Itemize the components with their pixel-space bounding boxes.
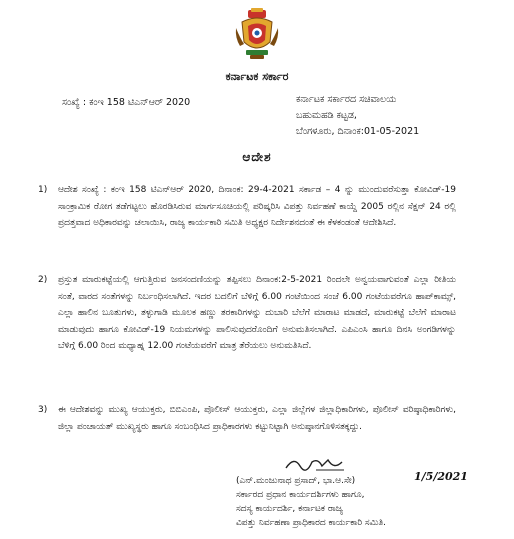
signatory-details xyxy=(236,474,386,530)
signature-date: 1/5/2021 xyxy=(414,470,468,483)
paragraph-2 xyxy=(38,272,456,355)
paragraph-text: ಈ ಆದೇಶವನ್ನು ಮುಖ್ಯ ಆಯುಕ್ತರು, ಬಿಬಿಎಂಪಿ, ಪೊಲೀಸ್ ಆಯುಕ್ತರು, ಎಲ್ಲಾ ಜಿಲ್ಲೆಗಳ ಜಿಲ್ಲಾಧಿಕಾರಿಗಳು, ಪೊಲೀಸ್ ವರಿಷ್ಠಾಧಿಕಾರಿಗಳು, ಜಿಲ್ಲಾ ಪಂಚಾಯತ್ ಮುಖ್ಯಸ್ಥರು ಹಾಗೂ ಸಂಬಂಧಿಸಿದ ಪ್ರಾಧಿಕಾರಗಳು ಕಟ್ಟುನಿಟ್ಟಾಗಿ ಅನುಷ್ಠಾನಗೊಳಿಸತಕ್ಕದ್ದು. xyxy=(58,405,456,432)
government-name: ಕರ್ನಾಟಕ ಸರ್ಕಾರ xyxy=(225,70,289,83)
signatory-designation-2: ಸದಸ್ಯ ಕಾರ್ಯದರ್ಶಿ, ಕರ್ನಾಟಕ ರಾಜ್ಯ xyxy=(236,504,344,514)
office-name: ಕರ್ನಾಟಕ ಸರ್ಕಾರದ ಸಚಿವಾಲಯ xyxy=(296,94,397,105)
paragraph-text: ಪ್ರಸ್ತುತ ಮಾರುಕಟ್ಟೆಯಲ್ಲಿ ಆಗುತ್ತಿರುವ ಜನಸಂದಣಿಯನ್ನು ತಪ್ಪಿಸಲು ದಿನಾಂಕ:2-5-2021 ರಿಂದಲೇ ಅನ್ವಯವಾಗುವಂತೆ ಎಲ್ಲಾ ರೀತಿಯ ಸಂತೆ, ವಾರದ ಸಂತೆಗಳನ್ನು ನಿರ್ಬಂಧಿಸಲಾಗಿದೆ. ಇದರ ಬದಲಿಗೆ ಬೆಳಿಗ್ಗೆ 6.00 ಗಂಟೆಯಿಂದ ಸಂಜೆ 6.00 ಗಂಟೆಯವರೆಗೂ ಹಾಪ್‌ಕಾಮ್ಸ್, ಎಲ್ಲಾ ಹಾಲಿನ ಬೂತುಗಳು, ತಳ್ಳುಗಾಡಿ ಮೂಲಕ ಹಣ್ಣು ತರಕಾರಿಗಳನ್ನು ದುಬಾರಿ ಬೆಲೆಗೆ ಮಾರಾಟ ಮಾಡದೆ, ಮಾರುಕಟ್ಟೆ ಬೆಲೆಗೆ ಮಾರಾಟ ಮಾಡುವುದು ಹಾಗೂ ಕೋವಿಡ್-19 ನಿಯಮಗಳನ್ನು ಪಾಲಿಸುವುದರೊಂದಿಗೆ ಅನುಮತಿಸಲಾಗಿದೆ. ಎಪಿಎಂಸಿ ಹಾಗೂ ದಿನಸಿ ಅಂಗಡಿಗಳನ್ನು ಬೆಳಿಗ್ಗೆ 6.00 ರಿಂದ ಮಧ್ಯಾಹ್ನ 12.00 ಗಂಟೆಯವರೆಗೆ ಮಾತ್ರ ತೆರೆಯಲು ಅನುಮತಿಸಿದೆ. xyxy=(58,275,456,351)
paragraph-number: 1) xyxy=(38,185,48,195)
signatory-name: (ಎನ್.ಮಂಜುನಾಥ ಪ್ರಸಾದ್, ಭಾ.ಆ.ಸೇ) xyxy=(236,476,356,486)
office-building: ಬಹುಮಹಡಿ ಕಟ್ಟಡ, xyxy=(296,110,357,121)
paragraph-number: 3) xyxy=(38,405,48,415)
handwritten-signature xyxy=(282,452,362,476)
signature-block xyxy=(236,452,476,536)
office-address xyxy=(296,92,419,140)
paragraph-number: 2) xyxy=(38,275,48,285)
paragraph-text: ಆದೇಶ ಸಂಖ್ಯೆ : ಕಂಇ 158 ಟಿಎನ್‌ಆರ್ 2020, ದಿನಾಂಕ: 29-4-2021 ಸರ್ಕಾಡ – 4 ನ್ನು ಮುಂದುವರೆಸುತ್ತಾ ಕೋವಿಡ್-19 ಸಾಂಕ್ರಾಮಿಕ ರೋಗ ತಡೆಗಟ್ಟಲು ಹೊರಡಿಸಿರುವ ಮಾರ್ಗಸೂಚಿಯಲ್ಲಿ ಪರಿಷ್ಕರಿಸಿ ವಿಪತ್ತು ನಿರ್ವಹಣೆ ಕಾಯ್ದೆ 2005 ರಲ್ಲಿನ ಸೆಕ್ಷನ್ 24 ರಲ್ಲಿ ಪ್ರದತ್ತವಾದ ಅಧಿಕಾರವನ್ನು ಚಲಾಯಿಸಿ, ರಾಜ್ಯ ಕಾರ್ಯಕಾರಿ ಸಮಿತಿ ಅಧ್ಯಕ್ಷರ ನಿರ್ದೇಶನದಂತೆ ಈ ಕೆಳಕಂಡಂತೆ ಆದೇಶಿಸಿದೆ. xyxy=(58,185,456,228)
karnataka-emblem-icon xyxy=(234,8,280,60)
paragraph-1 xyxy=(38,182,456,232)
paragraph-3 xyxy=(38,402,456,435)
order-heading: ಆದೇಶ xyxy=(242,150,272,164)
signatory-designation-1: ಸರ್ಕಾರದ ಪ್ರಧಾನ ಕಾರ್ಯದರ್ಶಿಗಳು ಹಾಗೂ, xyxy=(236,490,365,500)
place-and-date: ಬೆಂಗಳೂರು, ದಿನಾಂಕ:01-05-2021 xyxy=(296,126,420,137)
order-number: ಸಂಖ್ಯೆ : ಕಂಇ 158 ಟಿಎನ್‌ಆರ್ 2020 xyxy=(62,97,191,108)
signatory-designation-3: ವಿಪತ್ತು ನಿರ್ವಹಣಾ ಪ್ರಾಧಿಕಾರದ ಕಾರ್ಯಕಾರಿ ಸಮಿತಿ. xyxy=(236,518,386,528)
